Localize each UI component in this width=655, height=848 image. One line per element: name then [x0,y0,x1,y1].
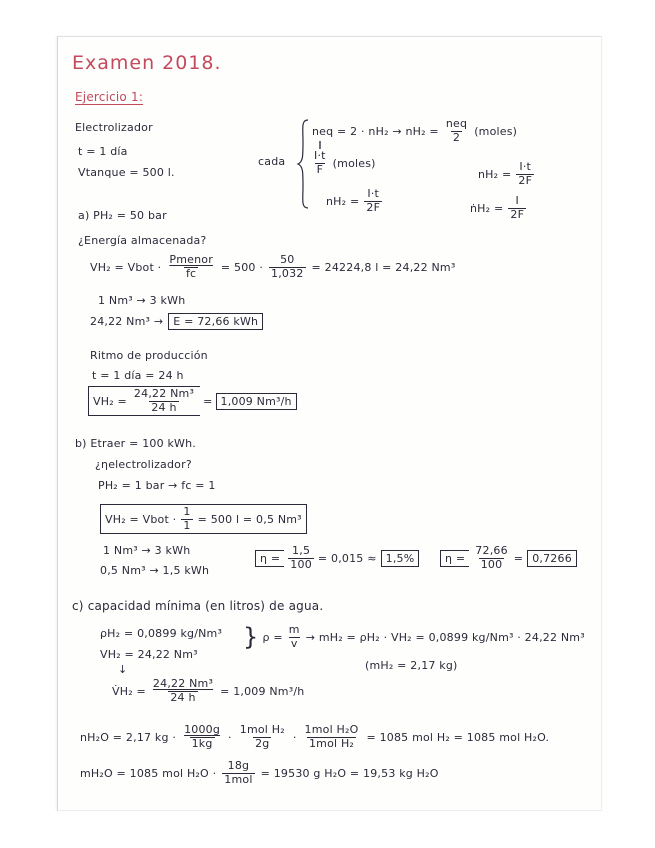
rate-fraction [132,388,196,414]
time-text: t = 1 día [78,145,128,158]
eff2-box [440,550,469,567]
part-a-question-text: ¿Energía almacenada? [78,234,207,247]
eq5-lhs: ṅH₂ = [470,201,504,215]
rate-title-text: Ritmo de producción [90,349,208,362]
eq3-fraction [364,188,382,214]
rate-time-text: t = 1 día = 24 h [92,369,184,382]
eq2-fraction [312,150,328,176]
eq2-unit: (moles) [332,156,376,170]
device-text: Electrolizador [75,121,153,134]
eff1-fraction [288,545,314,571]
equality-mark-text: ‖ [318,140,323,149]
mass-eq-num: m [288,623,300,636]
part-c-flow [112,678,304,704]
part-b-question [95,458,192,471]
conversion-text: 1 Nm³ → 3 kWh [98,294,186,307]
part-a-energy [90,313,263,330]
rate-den: 24 h [151,400,177,414]
rate-eq: = [203,394,213,408]
part-b-volume-box [100,504,307,534]
eq1-unit: (moles) [474,124,518,138]
volume-lhs: VH₂ = Vbot · [90,260,162,274]
mass-result-text: (mH₂ = 2,17 kg) [365,659,458,672]
faraday-eq4 [478,161,534,187]
eq1-text: neq = 2 · nH₂ → nH₂ = [312,124,439,138]
part-c-mass-equation [243,624,585,650]
part-c-volume [100,648,198,661]
b-volume-rhs: = 500 l = 0,5 Nm³ [197,512,302,526]
water-fraction [222,760,254,786]
eff2-result-box [527,550,577,567]
title-text: Examen 2018. [72,52,222,74]
eq1-num: neq [445,117,468,130]
mass-brace: } [243,623,259,652]
rate-result: 1,009 Nm³/h [220,394,292,408]
energy-lhs: 24,22 Nm³ → [90,315,164,328]
moles-f3-num: 1mol H₂O [304,723,359,736]
part-b-conv2 [100,564,209,577]
faraday-eq5 [470,195,526,221]
flow-fraction [151,678,215,704]
pressure-text: PH₂ = 1 bar → fc = 1 [98,479,216,492]
eq3-den: 2F [366,200,381,214]
rate-box [88,386,200,416]
mass-eq-lhs: ρ = [262,630,283,644]
flow-den: 24 h [170,690,196,704]
eff1-result: 1,5% [385,551,415,565]
rate-result-box [216,393,297,410]
part-a-volume [90,254,455,280]
moles-rhs: = 1085 mol H₂ = 1085 mol H₂O. [366,730,550,744]
tank-text: Vtanque = 500 l. [78,166,175,179]
eq3-num: I·t [367,187,380,200]
part-b-question-text: ¿ηelectrolizador? [95,458,192,471]
eq2-num: I·t [314,149,326,162]
b-volume-den: 1 [183,518,191,532]
eq2-den: F [316,162,324,176]
device-line [75,121,153,134]
tank-line [78,166,175,179]
faraday-eq2 [312,150,376,176]
page-title [72,52,222,75]
eff1-box [255,550,284,567]
part-c-water-mass [80,760,439,786]
conv1-text: 1 Nm³ → 3 kWh [103,544,191,557]
part-c-density [100,627,222,640]
mass-eq-rhs: → mH₂ = ρH₂ · VH₂ = 0,0899 kg/Nm³ · 24,22 Nm³ [305,630,585,644]
faraday-label-text: cada [258,155,286,168]
eq4-num: I·t [519,160,532,173]
eff2-fraction [473,545,510,571]
part-c-moles [80,724,549,750]
part-b-volume [100,504,307,534]
efficiency-1 [255,545,419,571]
part-a-label [78,209,167,222]
energy-result: E = 72,66 kWh [173,315,259,328]
faraday-eq1 [312,118,517,144]
b-volume-num: 1 [183,505,191,518]
eff2-result: 0,7266 [532,551,572,565]
volume-f1-den: fc [185,266,197,280]
eq5-den: 2F [510,207,525,221]
section-heading [75,90,143,104]
section-text: Ejercicio 1: [75,90,144,104]
flow-num: 24,22 Nm³ [152,677,214,690]
rate-line [88,386,297,416]
eff1-result-box [381,550,420,567]
volume-rhs: = 24224,8 l = 24,22 Nm³ [311,260,456,274]
part-b-conv1 [103,544,190,557]
water-lhs: mH₂O = 1085 mol H₂O · [80,766,217,780]
volume-f1-num: Pmenor [169,253,213,266]
moles-fraction-3 [303,724,361,750]
volume-f2-num: 50 [280,253,295,266]
part-a-question [78,234,206,247]
eq4-den: 2F [518,173,533,187]
part-b-label [75,437,196,450]
time-line [78,145,128,158]
rate-title [90,349,208,362]
eff2-lhs: η = [445,551,466,565]
down-arrow-icon: ↓ [118,663,128,676]
eff2-num: 72,66 [475,544,508,557]
b-volume-fraction [181,506,192,532]
faraday-eq3 [326,188,382,214]
eq1-den: 2 [452,130,461,144]
water-den: 1mol [224,772,253,786]
part-a-conversion [98,294,185,307]
eq4-fraction [516,161,534,187]
flow-lhs: V̇H₂ = [112,684,146,698]
mass-result [365,659,458,672]
part-c-label [72,599,323,613]
moles-f2-num: 1mol H₂ [239,723,285,736]
mass-eq-den: v [290,636,298,650]
moles-f3-den: 1mol H₂ [308,736,355,750]
eff1-num: 1,5 [292,544,311,557]
moles-sep-2: · [292,730,297,744]
eq3-lhs: nH₂ = [326,194,360,208]
moles-f2-den: 2g [255,736,270,750]
eq5-num: I [515,194,519,207]
efficiency-2 [440,545,577,571]
moles-f1-den: 1kg [191,736,213,750]
volume-fraction-1 [167,254,215,280]
volume-fraction-2 [269,254,306,280]
eff1-mid: = 0,015 ≈ [317,551,377,565]
eff2-den: 100 [480,557,503,571]
volume-mid: = 500 · [220,260,264,274]
density-text: ρH₂ = 0,0899 kg/Nm³ [100,627,223,640]
conv2-text: 0,5 Nm³ → 1,5 kWh [100,564,210,577]
part-b-label-text: b) Etraer = 100 kWh. [75,437,197,450]
moles-f1-num: 1000g [184,723,221,736]
eff1-den: 100 [290,557,312,571]
part-b-pressure [98,479,216,492]
moles-sep-1: · [228,730,232,744]
down-arrow [118,663,127,676]
rate-num: 24,22 Nm³ [133,387,195,400]
eq1-fraction [444,118,469,144]
b-volume-lhs: VH₂ = Vbot · [105,512,177,526]
volume-f2-den: 1,032 [271,266,304,280]
water-num: 18g [227,759,250,772]
part-c-label-text: c) capacidad mínima (en litros) de agua. [72,599,324,613]
water-rhs: = 19530 g H₂O = 19,53 kg H₂O [260,766,439,780]
faraday-label [258,155,285,168]
moles-fraction-2 [238,724,287,750]
moles-fraction-1 [182,724,222,750]
flow-rhs: = 1,009 Nm³/h [220,684,305,698]
c-volume-text: VH₂ = 24,22 Nm³ [100,648,198,661]
eff1-lhs: η = [260,551,281,565]
rate-time [92,369,184,382]
curly-brace [296,118,310,210]
moles-lhs: nH₂O = 2,17 kg · [80,730,177,744]
eff2-mid: = [513,551,524,565]
mass-eq-fraction [287,624,302,650]
part-a-label-text: a) PH₂ = 50 bar [78,209,167,222]
rate-lhs: VH₂ = [93,394,127,408]
eq4-lhs: nH₂ = [478,167,512,181]
energy-result-box [168,313,263,330]
eq5-fraction [508,195,526,221]
